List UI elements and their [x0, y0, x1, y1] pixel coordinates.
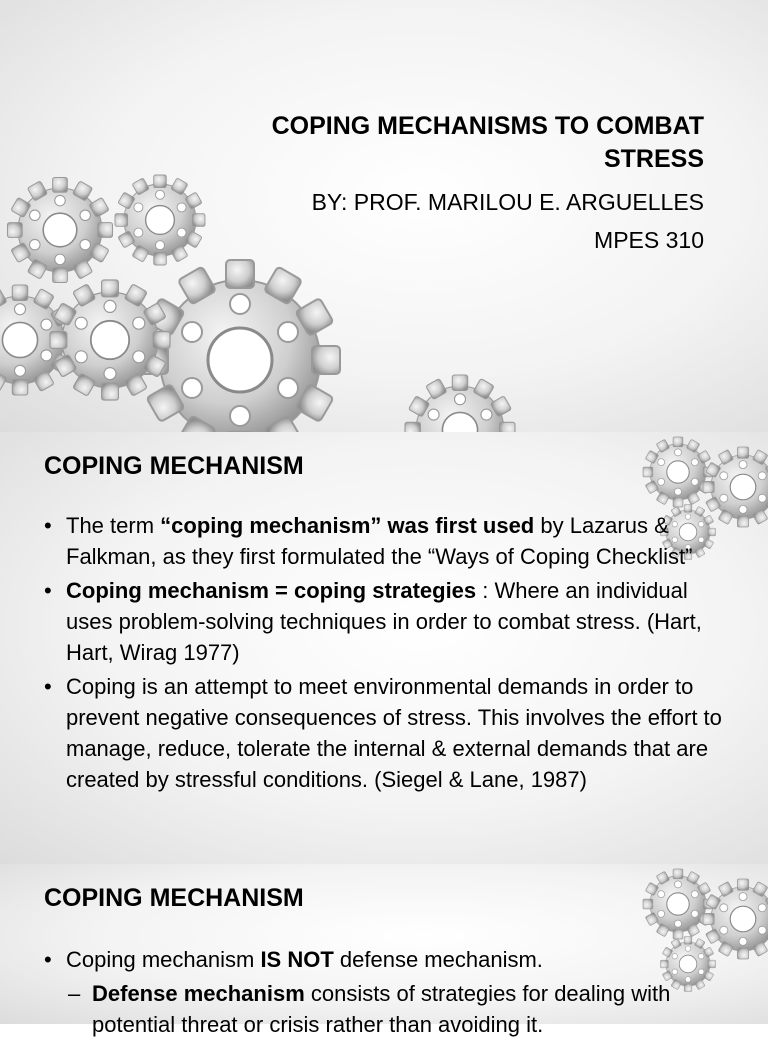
list-item: • Coping mechanism IS NOT defense mechanism. — [44, 944, 724, 975]
content-slide-2 — [0, 864, 768, 1037]
slide-title: COPING MECHANISMS TO COMBAT STRESS — [271, 112, 704, 173]
author-line: BY: PROF. MARILOU E. ARGUELLES — [311, 189, 704, 215]
title-slide — [0, 0, 768, 432]
list-item: • Coping mechanism = coping strategies : Where an individual uses problem-solving techniques in order to combat stress. (Hart, Hart, Wirag 1977) — [44, 575, 724, 668]
slide-heading: COPING MECHANISM — [44, 452, 304, 480]
list-item: • The term “coping mechanism” was first used by Lazarus & Falkman, as they first formulated the “Ways of Coping Checklist” — [44, 510, 724, 572]
gear-icon — [50, 280, 170, 400]
bullet-list — [44, 944, 724, 1040]
gear-icon — [8, 178, 113, 283]
sub-list-item: – Defense mechanism consists of strategies for dealing with potential threat or crisis rather than avoiding it. — [68, 981, 671, 1037]
gear-icon — [140, 260, 340, 460]
slide-heading: COPING MECHANISM — [44, 884, 304, 912]
gear-icon — [115, 175, 205, 265]
gear-icon — [643, 437, 713, 507]
bullet-list — [44, 510, 724, 798]
list-item: • Coping is an attempt to meet environmental demands in order to prevent negative consequences of stress. This involves the effort to manage, reduce, tolerate the internal & external demands that are created by stressful conditions. (Siegel & Lane, 1987) — [44, 671, 724, 795]
content-slide-1 — [0, 432, 768, 864]
course-code: MPES 310 — [594, 227, 704, 253]
gear-icon — [643, 869, 713, 939]
